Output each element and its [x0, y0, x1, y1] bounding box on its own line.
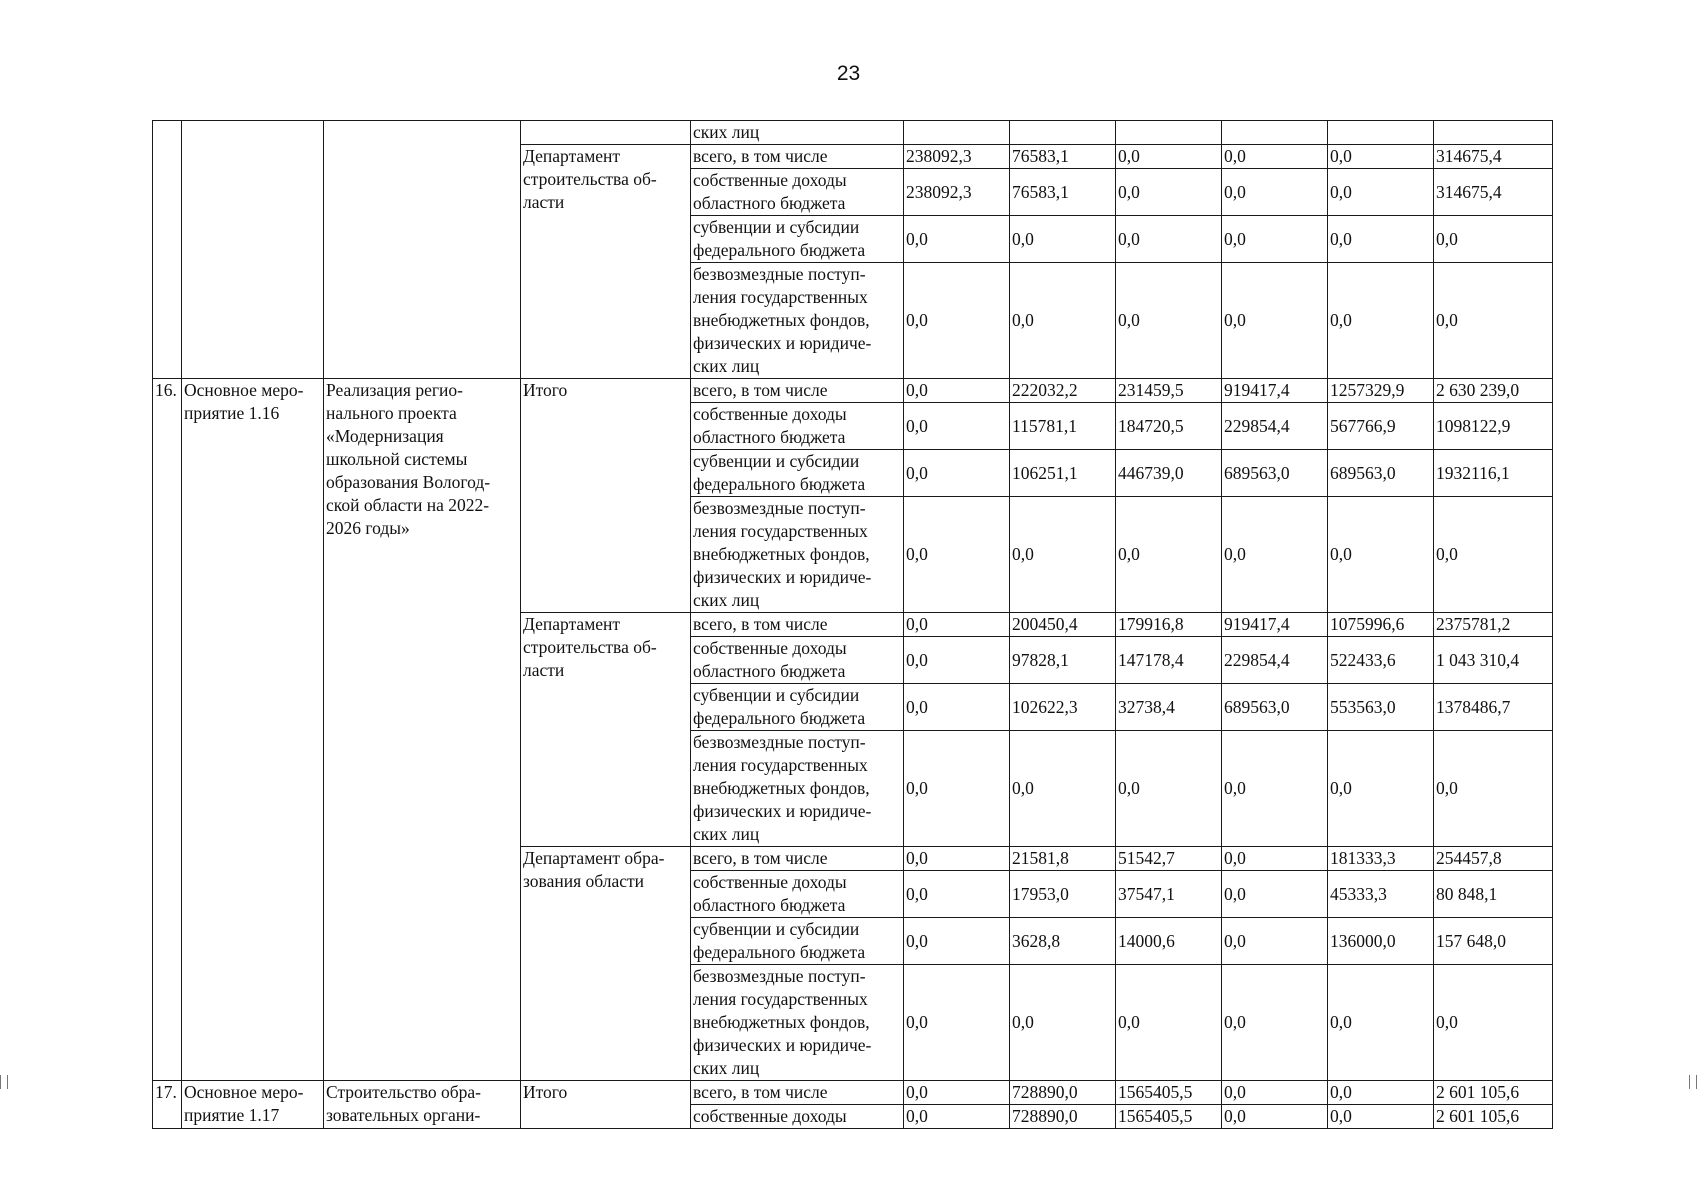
value-y2023: 17953,0: [1010, 871, 1116, 918]
value-y2022: 0,0: [904, 684, 1010, 731]
value-y2024: [1116, 121, 1222, 145]
value-y2022: 0,0: [904, 871, 1010, 918]
value-y2023: 0,0: [1010, 263, 1116, 379]
value-y2024: 0,0: [1116, 169, 1222, 216]
value-y2026: 567766,9: [1328, 403, 1434, 450]
value-total: 0,0: [1434, 965, 1553, 1081]
value-y2023: 200450,4: [1010, 613, 1116, 637]
table-row: [153, 1081, 1553, 1105]
value-y2022: [904, 121, 1010, 145]
value-y2025: [1222, 121, 1328, 145]
value-y2023: 0,0: [1010, 497, 1116, 613]
value-y2026: 0,0: [1328, 1105, 1434, 1129]
value-y2026: 689563,0: [1328, 450, 1434, 497]
value-y2026: 181333,3: [1328, 847, 1434, 871]
value-y2022: 238092,3: [904, 169, 1010, 216]
value-y2026: 45333,3: [1328, 871, 1434, 918]
value-y2024: 147178,4: [1116, 637, 1222, 684]
value-total: 314675,4: [1434, 169, 1553, 216]
value-y2022: 0,0: [904, 450, 1010, 497]
side-mark-left: [0, 1075, 8, 1089]
value-total: 254457,8: [1434, 847, 1553, 871]
value-y2025: 919417,4: [1222, 613, 1328, 637]
value-total: 2 601 105,6: [1434, 1081, 1553, 1105]
value-y2025: 0,0: [1222, 1105, 1328, 1129]
value-total: 0,0: [1434, 216, 1553, 263]
value-y2022: 0,0: [904, 1105, 1010, 1129]
funding-source: собственные доходы областного бюджета: [691, 403, 904, 450]
value-y2024: 14000,6: [1116, 918, 1222, 965]
value-y2023: 0,0: [1010, 965, 1116, 1081]
num-cell: [153, 121, 182, 379]
value-y2025: 0,0: [1222, 216, 1328, 263]
funding-source: всего, в том числе: [691, 1081, 904, 1105]
value-total: 2 601 105,6: [1434, 1105, 1553, 1129]
table-row: [153, 379, 1553, 403]
value-y2025: 229854,4: [1222, 403, 1328, 450]
executor-name: Департамент строительства об- ласти: [521, 145, 691, 379]
value-y2022: 0,0: [904, 965, 1010, 1081]
value-y2025: 0,0: [1222, 918, 1328, 965]
value-y2026: 1075996,6: [1328, 613, 1434, 637]
activity-title: Строительство обра- зовательных органи-: [324, 1081, 521, 1129]
value-y2022: 238092,3: [904, 145, 1010, 169]
table-row: [153, 121, 1553, 145]
value-y2022: 0,0: [904, 216, 1010, 263]
value-y2024: 0,0: [1116, 263, 1222, 379]
value-y2026: 136000,0: [1328, 918, 1434, 965]
value-y2024: 0,0: [1116, 965, 1222, 1081]
funding-source: собственные доходы областного бюджета: [691, 637, 904, 684]
funding-source: всего, в том числе: [691, 613, 904, 637]
value-y2025: 689563,0: [1222, 450, 1328, 497]
value-y2025: 0,0: [1222, 871, 1328, 918]
value-y2026: 0,0: [1328, 965, 1434, 1081]
value-y2026: 0,0: [1328, 216, 1434, 263]
executor-cell: [521, 121, 691, 145]
value-y2023: 0,0: [1010, 731, 1116, 847]
funding-source: всего, в том числе: [691, 145, 904, 169]
funding-source: субвенции и субсидии федерального бюджета: [691, 918, 904, 965]
value-y2023: 115781,1: [1010, 403, 1116, 450]
funding-source: безвозмездные поступ- ления государственных внебюджетных фондов, физических и юридиче- ских лиц: [691, 731, 904, 847]
value-y2022: 0,0: [904, 731, 1010, 847]
value-y2026: 522433,6: [1328, 637, 1434, 684]
executor-name: Департамент обра- зования области: [521, 847, 691, 1081]
value-y2022: 0,0: [904, 263, 1010, 379]
value-total: 0,0: [1434, 263, 1553, 379]
funding-source: собственные доходы: [691, 1105, 904, 1129]
value-y2025: 0,0: [1222, 169, 1328, 216]
value-y2026: [1328, 121, 1434, 145]
executor-name: Департамент строительства об- ласти: [521, 613, 691, 847]
value-y2025: 0,0: [1222, 263, 1328, 379]
value-y2024: 32738,4: [1116, 684, 1222, 731]
budget-table-body: [153, 121, 1553, 1129]
value-y2025: 0,0: [1222, 145, 1328, 169]
value-y2023: 728890,0: [1010, 1105, 1116, 1129]
value-y2022: 0,0: [904, 613, 1010, 637]
value-total: 1932116,1: [1434, 450, 1553, 497]
activity-title: Реализация регио- нального проекта «Модернизация школьной системы образования Вологод- ской области на 2022- 2026 годы»: [324, 379, 521, 1081]
page-number: 23: [836, 62, 861, 85]
value-y2023: 76583,1: [1010, 145, 1116, 169]
value-y2024: 0,0: [1116, 731, 1222, 847]
value-y2024: 0,0: [1116, 216, 1222, 263]
value-total: 2 630 239,0: [1434, 379, 1553, 403]
value-y2022: 0,0: [904, 1081, 1010, 1105]
value-y2025: 229854,4: [1222, 637, 1328, 684]
value-y2024: 37547,1: [1116, 871, 1222, 918]
value-y2024: 446739,0: [1116, 450, 1222, 497]
value-y2023: 76583,1: [1010, 169, 1116, 216]
value-y2024: 0,0: [1116, 497, 1222, 613]
budget-table: [152, 120, 1553, 1129]
funding-source: всего, в том числе: [691, 379, 904, 403]
value-y2024: 1565405,5: [1116, 1105, 1222, 1129]
executor-name: Итого: [521, 379, 691, 613]
funding-source: безвозмездные поступ- ления государственных внебюджетных фондов, физических и юридиче- ских лиц: [691, 263, 904, 379]
funding-source: всего, в том числе: [691, 847, 904, 871]
value-y2024: 1565405,5: [1116, 1081, 1222, 1105]
value-y2022: 0,0: [904, 497, 1010, 613]
value-total: 0,0: [1434, 731, 1553, 847]
value-y2023: 728890,0: [1010, 1081, 1116, 1105]
value-y2026: 1257329,9: [1328, 379, 1434, 403]
name-cell: [182, 121, 324, 379]
value-y2023: 21581,8: [1010, 847, 1116, 871]
value-y2026: 0,0: [1328, 169, 1434, 216]
value-y2025: 0,0: [1222, 497, 1328, 613]
value-y2026: 553563,0: [1328, 684, 1434, 731]
funding-source: безвозмездные поступ- ления государственных внебюджетных фондов, физических и юридиче- ских лиц: [691, 965, 904, 1081]
value-y2022: 0,0: [904, 637, 1010, 684]
funding-source: ских лиц: [691, 121, 904, 145]
value-total: 1378486,7: [1434, 684, 1553, 731]
value-total: 1098122,9: [1434, 403, 1553, 450]
value-y2024: 0,0: [1116, 145, 1222, 169]
value-total: 157 648,0: [1434, 918, 1553, 965]
value-y2023: [1010, 121, 1116, 145]
value-y2023: 102622,3: [1010, 684, 1116, 731]
activity-name: Основное меро- приятие 1.17: [182, 1081, 324, 1129]
value-y2025: 689563,0: [1222, 684, 1328, 731]
row-number: 17.: [153, 1081, 182, 1129]
value-y2022: 0,0: [904, 403, 1010, 450]
value-total: 314675,4: [1434, 145, 1553, 169]
value-total: 80 848,1: [1434, 871, 1553, 918]
value-y2025: 0,0: [1222, 1081, 1328, 1105]
value-y2022: 0,0: [904, 379, 1010, 403]
value-total: 0,0: [1434, 497, 1553, 613]
value-y2025: 919417,4: [1222, 379, 1328, 403]
executor-name: Итого: [521, 1081, 691, 1129]
value-y2026: 0,0: [1328, 497, 1434, 613]
value-y2023: 3628,8: [1010, 918, 1116, 965]
title-cell: [324, 121, 521, 379]
funding-source: собственные доходы областного бюджета: [691, 871, 904, 918]
funding-source: безвозмездные поступ- ления государственных внебюджетных фондов, физических и юридиче- ских лиц: [691, 497, 904, 613]
side-mark-right: [1689, 1075, 1697, 1089]
value-y2026: 0,0: [1328, 145, 1434, 169]
value-y2025: 0,0: [1222, 965, 1328, 1081]
value-y2025: 0,0: [1222, 731, 1328, 847]
funding-source: субвенции и субсидии федерального бюджета: [691, 450, 904, 497]
value-total: 2375781,2: [1434, 613, 1553, 637]
value-y2024: 231459,5: [1116, 379, 1222, 403]
funding-source: субвенции и субсидии федерального бюджета: [691, 684, 904, 731]
funding-source: субвенции и субсидии федерального бюджета: [691, 216, 904, 263]
value-y2026: 0,0: [1328, 263, 1434, 379]
value-y2023: 222032,2: [1010, 379, 1116, 403]
value-y2024: 51542,7: [1116, 847, 1222, 871]
value-y2023: 97828,1: [1010, 637, 1116, 684]
value-y2025: 0,0: [1222, 847, 1328, 871]
value-total: 1 043 310,4: [1434, 637, 1553, 684]
value-y2026: 0,0: [1328, 731, 1434, 847]
value-y2023: 0,0: [1010, 216, 1116, 263]
row-number: 16.: [153, 379, 182, 1081]
funding-source: собственные доходы областного бюджета: [691, 169, 904, 216]
value-y2022: 0,0: [904, 918, 1010, 965]
value-y2024: 179916,8: [1116, 613, 1222, 637]
value-y2023: 106251,1: [1010, 450, 1116, 497]
value-total: [1434, 121, 1553, 145]
value-y2022: 0,0: [904, 847, 1010, 871]
activity-name: Основное меро- приятие 1.16: [182, 379, 324, 1081]
value-y2026: 0,0: [1328, 1081, 1434, 1105]
value-y2024: 184720,5: [1116, 403, 1222, 450]
